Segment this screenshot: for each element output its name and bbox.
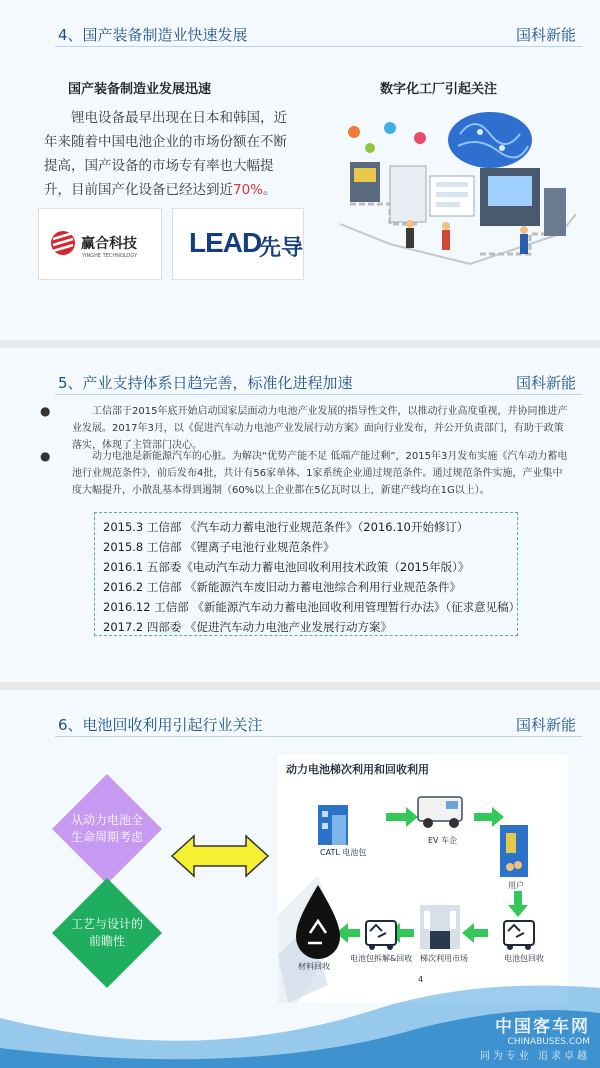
section-panel-policy [0, 348, 600, 682]
watermark [480, 1012, 590, 1062]
lead-logo-cn: 先导 [259, 236, 304, 261]
page-number: 4 [418, 975, 424, 984]
section-panel-recycling [0, 690, 600, 1068]
watermark-en: CHINABUSES.COM [507, 1037, 590, 1047]
node-disassembly-label: 电池包拆解&回收 [350, 954, 413, 963]
brand-label: 国科新能 [515, 716, 576, 734]
header-divider [55, 394, 582, 395]
section-header [0, 348, 600, 398]
lead-logo [172, 208, 304, 280]
node-catl-label: CATL 电池包 [320, 848, 367, 857]
double-arrow-icon [170, 834, 270, 878]
policy-item: 2015.3 工信部 《汽车动力蓄电池行业规范条件》（2016.10开始修订） [103, 520, 469, 534]
design-diamond [52, 878, 162, 988]
left-subheading: 国产装备制造业发展迅速 [68, 82, 212, 97]
bullet-text-1: 工信部于2015年底开始启动国家层面动力电池产业发展的指导性文件，以推动行业高度重视，并协同推进产业发展。2017年3月，以《促进汽车动力电池产业发展行动方案》面向行业发布，并公开负责部门，有助于政策落实，体现了主管部门决心。 [72, 406, 568, 451]
node-user-label: 用户 [508, 881, 524, 890]
section-title: 4、国产装备制造业快速发展 [58, 26, 248, 44]
section-panel-equipment [0, 0, 600, 340]
lead-logo-en: LEAD [189, 227, 262, 258]
watermark-cn: 中国客车网 [495, 1017, 590, 1037]
yinghe-logo [38, 208, 162, 280]
diamond-label-text: 工艺与设计的前瞻性 [71, 917, 144, 948]
yinghe-logo-en: YINGHE TECHNOLOGY [82, 253, 138, 259]
paragraph-end: 。 [263, 182, 277, 198]
yinghe-logo-cn: 赢合科技 [81, 236, 137, 252]
diamond-label-text: 从动力电池全生命周期考虑 [71, 813, 144, 844]
node-pack-recycle-label: 电池包回收 [504, 954, 544, 963]
paragraph-text: 锂电设备最早出现在日本和韩国，近年来随着中国电池企业的市场份额在不断提高，国产设备的市场专有率也大幅提升，目前国产化设备已经达到近 [44, 110, 287, 198]
equipment-paragraph [44, 106, 296, 202]
diamond-label [52, 774, 162, 884]
policy-item: 2016.12 工信部 《新能源汽车动力蓄电池回收利用管理暂行办法》（征求意见稿） [103, 600, 521, 614]
section-title: 6、电池回收利用引起行业关注 [58, 716, 263, 734]
section-title: 5、产业支持体系日趋完善，标准化进程加速 [58, 374, 353, 392]
recycling-diagram [278, 755, 568, 1003]
bullet-text-2: 动力电池是新能源汽车的心脏。为解决“优势产能不足 低端产能过剩”，2015年3月发布实施《汽车动力蓄电池行业规范条件》，前后发布4批，共计有56家单体、1家系统企业通过规范条件。通过规范条件实施，产业集中度大幅提升，小散乱基本得到遏制（60%以上企业都在5亿瓦时以上，新建产线均在1G以上）。 [72, 451, 568, 496]
recycle-diagram-title: 动力电池梯次利用和回收利用 [286, 763, 429, 776]
policy-item: 2016.2 工信部 《新能源汽车废旧动力蓄电池综合利用行业规范条件》 [103, 580, 462, 594]
policy-item: 2017.2 四部委 《促进汽车动力电池产业发展行动方案》 [103, 620, 393, 634]
node-material-label: 材料回收 [298, 962, 330, 971]
policy-item: 2015.8 工信部 《锂离子电池行业规范条件》 [103, 540, 335, 554]
section-header [0, 0, 600, 50]
policy-item: 2016.1 五部委《电动汽车动力蓄电池回收利用技术政策（2015年版）》 [103, 560, 470, 574]
header-divider [55, 736, 582, 737]
watermark-slogan: 同为专业 追求卓越 [479, 1051, 590, 1062]
right-subheading: 数字化工厂引起关注 [380, 82, 498, 97]
lifecycle-diamond [52, 774, 162, 884]
policy-list-box [94, 512, 521, 636]
brand-label: 国科新能 [515, 26, 576, 44]
node-cascade-label: 梯次利用市场 [420, 954, 468, 963]
section-header [0, 690, 600, 740]
highlight-percent: 70% [233, 182, 264, 198]
diamond-label [52, 878, 162, 988]
bullet-dot: ● [40, 449, 51, 463]
node-ev-label: EV 车企 [428, 836, 458, 845]
header-divider [55, 46, 582, 47]
bullet-dot: ● [40, 404, 51, 418]
digital-factory-illustration [330, 104, 576, 272]
brand-label: 国科新能 [515, 374, 576, 392]
